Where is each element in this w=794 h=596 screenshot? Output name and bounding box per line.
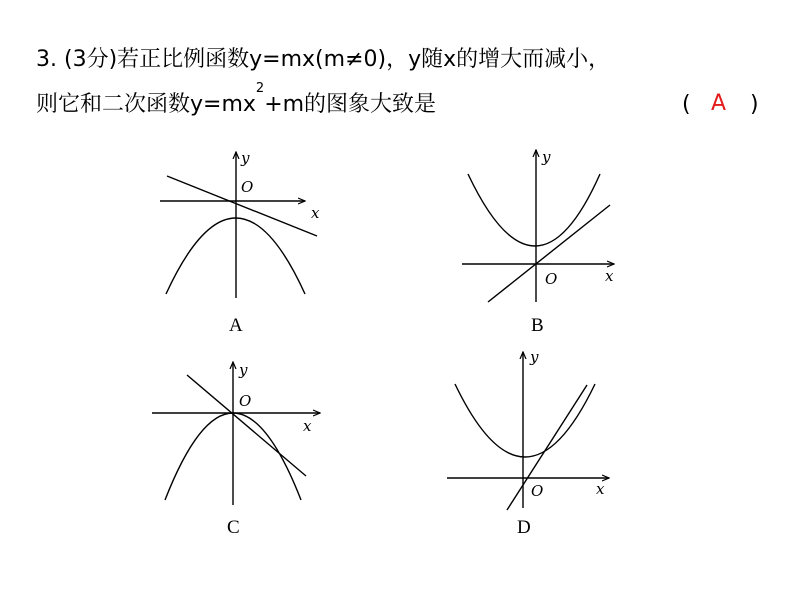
exponent: 2 [255, 81, 265, 96]
graph-d-y-label: y [530, 348, 539, 366]
graph-c-x-label: x [303, 417, 312, 435]
answer-paren-open: ( [682, 92, 691, 117]
graph-a-y-label: y [241, 149, 250, 167]
graph-b-option-label: B [531, 315, 544, 336]
graph-d [447, 348, 609, 538]
graph-c-y-label: y [239, 361, 248, 379]
graph-d-parabola [455, 384, 595, 457]
graph-c [152, 361, 320, 538]
graph-d-x-label: x [596, 480, 605, 498]
graph-a-x-label: x [311, 204, 320, 222]
question-line-1: 3. (3分)若正比例函数y=mx(m≠0)，y随x的增大而减小， [36, 47, 611, 72]
graph-b-parabola [468, 174, 600, 246]
graph-b-y-label: y [542, 148, 551, 166]
graph-d-line [507, 385, 587, 510]
graph-b-origin-label: O [545, 270, 558, 288]
graph-b-x-label: x [605, 267, 614, 285]
graph-a [160, 149, 320, 336]
graph-b [462, 148, 614, 336]
graph-a-option-label: A [229, 315, 243, 336]
graph-c-option-label: C [227, 517, 240, 538]
question-text-part-2: +m的图象大致是 [264, 92, 437, 117]
graph-d-origin-label: O [531, 482, 544, 500]
answer-choice: A [711, 91, 727, 116]
graph-c-origin-label: O [239, 392, 252, 410]
question-text-part-1: 则它和二次函数y=mx [36, 92, 256, 117]
graph-a-origin-label: O [241, 178, 254, 196]
graph-c-line [187, 375, 306, 476]
graph-d-option-label: D [517, 517, 531, 538]
answer-paren-close: ) [750, 92, 759, 117]
